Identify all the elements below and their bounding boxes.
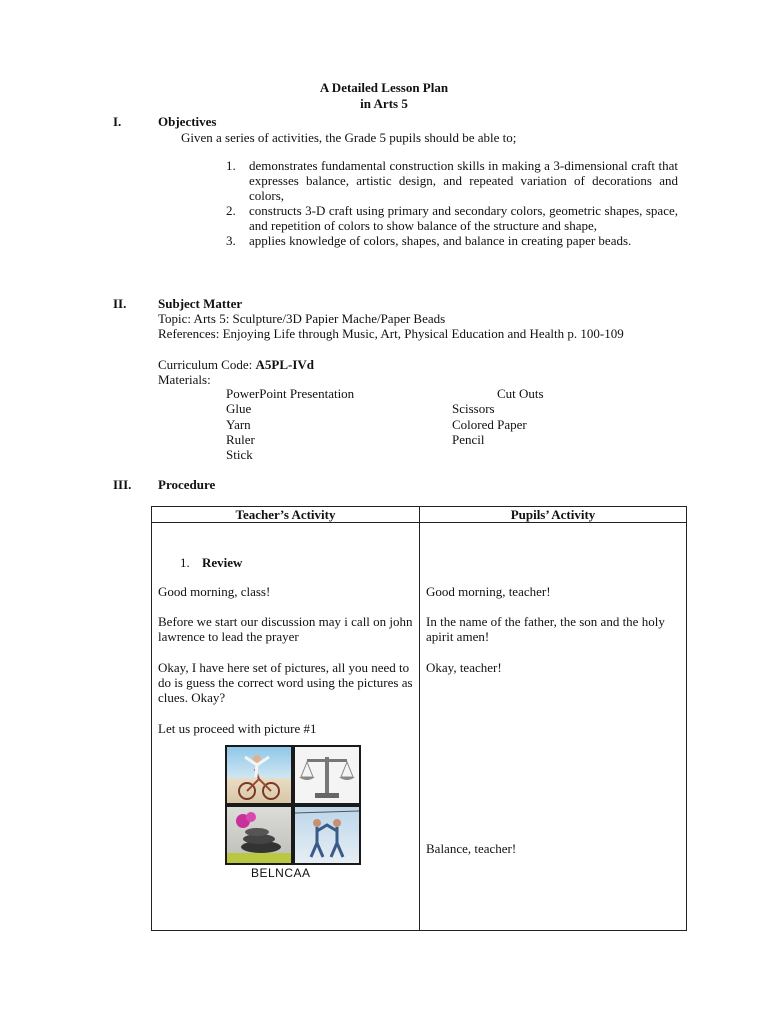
review-label: Review: [202, 555, 243, 570]
pupil-line: Good morning, teacher!: [426, 584, 551, 599]
teacher-activity-cell: [152, 523, 420, 931]
material-item: Cut Outs: [497, 386, 544, 401]
pupil-line: Okay, teacher!: [426, 660, 502, 675]
material-item: Colored Paper: [452, 417, 527, 432]
curriculum-code-value: A5PL-IVd: [255, 357, 315, 372]
objective-number: 3.: [226, 233, 236, 248]
column-header-pupils: Pupils’ Activity: [420, 507, 687, 523]
material-item: Ruler: [226, 432, 255, 447]
section-title-subject-matter: Subject Matter: [158, 296, 243, 311]
subject-topic: Topic: Arts 5: Sculpture/3D Papier Mache/Paper Beads: [158, 311, 446, 326]
teacher-line: Good morning, class!: [158, 584, 271, 599]
document-title: A Detailed Lesson Plan: [319, 80, 449, 95]
section-number-subject-matter: II.: [113, 296, 127, 311]
material-item: Glue: [226, 401, 252, 416]
teacher-line: Before we start our discussion may i call on john lawrence to lead the prayer: [158, 614, 413, 644]
review-heading: [180, 555, 242, 570]
pupils-activity-cell: [420, 523, 687, 931]
objective-item: [226, 203, 678, 233]
teacher-line: Okay, I have here set of pictures, all you need to do is guess the correct word using the pictures as clues. Okay?: [158, 660, 413, 705]
objective-item: [226, 158, 678, 203]
subject-references: References: Enjoying Life through Music, Art, Physical Education and Health p. 100-109: [158, 326, 624, 341]
section-title-procedure: Procedure: [158, 477, 216, 492]
pupil-line: Balance, teacher!: [426, 841, 517, 856]
materials-label: Materials:: [158, 372, 211, 387]
objective-number: 2.: [226, 203, 236, 218]
column-header-teacher: Teacher’s Activity: [152, 507, 420, 523]
zen-stones-orchid-picture: [227, 807, 291, 863]
section-title-objectives: Objectives: [158, 114, 217, 129]
section-number-procedure: III.: [113, 477, 132, 492]
objectives-list: [226, 158, 678, 248]
objective-number: 1.: [226, 158, 236, 173]
objective-text: applies knowledge of colors, shapes, and balance in creating paper beads.: [249, 233, 632, 248]
document-subtitle: in Arts 5: [360, 96, 408, 111]
review-number: 1.: [180, 555, 190, 570]
objectives-intro: Given a series of activities, the Grade 5 pupils should be able to;: [181, 130, 517, 145]
picture-clue-grid: [225, 745, 361, 865]
teacher-line: Let us proceed with picture #1: [158, 721, 317, 736]
couple-balancing-picture: [295, 807, 359, 863]
curriculum-label: Curriculum Code:: [158, 357, 256, 372]
material-item: PowerPoint Presentation: [226, 386, 355, 401]
procedure-table: [151, 506, 687, 931]
bicycle-woman-picture: [227, 747, 291, 803]
material-item: Scissors: [452, 401, 495, 416]
material-item: Pencil: [452, 432, 485, 447]
pupil-line: In the name of the father, the son and the holy apirit amen!: [426, 614, 665, 644]
objective-text: demonstrates fundamental construction skills in making a 3-dimensional craft that expresses balance, artistic design, and repeated variation of decorations and colors,: [249, 158, 678, 203]
objective-text: constructs 3-D craft using primary and secondary colors, geometric shapes, space, and repetition of colors to show balance of the structure and shape,: [249, 203, 678, 233]
material-item: Yarn: [226, 417, 251, 432]
picture-caption: BELNCAA: [251, 866, 311, 880]
subject-curriculum-code: [158, 357, 678, 372]
section-number-objectives: I.: [113, 114, 122, 129]
material-item: Stick: [226, 447, 253, 462]
scale-picture: [295, 747, 359, 803]
objective-item: [226, 233, 678, 248]
